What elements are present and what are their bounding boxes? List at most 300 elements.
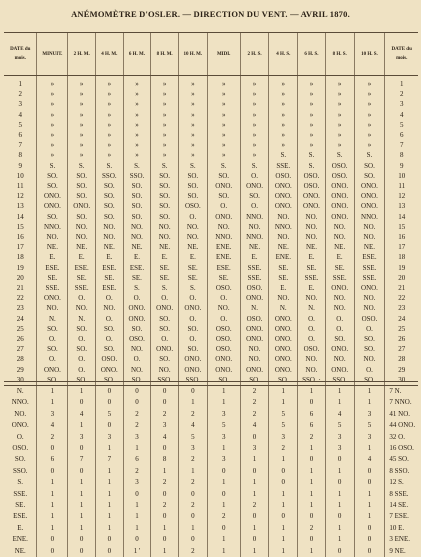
wind-direction-cell: S.: [151, 283, 179, 293]
wind-direction-cell: NO.: [240, 354, 269, 364]
day-label-right: 10: [385, 171, 418, 181]
count-cell: 0: [68, 443, 96, 454]
count-cell: 1: [269, 500, 298, 511]
wind-direction-cell: SSO.: [178, 375, 207, 386]
wind-direction-cell: ONO.: [354, 191, 385, 201]
wind-direction-cell: ONO.: [151, 303, 179, 313]
count-cell: 2: [240, 409, 269, 420]
wind-direction-cell: ONO.: [298, 201, 326, 211]
wind-direction-cell: »: [96, 140, 124, 150]
wind-direction-cell: NO.: [68, 222, 96, 232]
summary-row: [4, 511, 418, 522]
day-label-right: 6: [385, 130, 418, 140]
column-header: DATE du mois.: [385, 33, 418, 76]
wind-direction-cell: »: [123, 130, 151, 140]
day-label: 19: [16, 263, 24, 272]
count-cell: 4: [37, 420, 68, 431]
direction-total: 8 SSO.: [385, 466, 418, 477]
count-cell: 1: [68, 500, 96, 511]
count-cell: 0: [68, 466, 96, 477]
count-cell: 0: [240, 511, 269, 522]
count-cell: 2: [298, 432, 326, 443]
summary-row: [4, 443, 418, 454]
wind-direction-cell: NO.: [178, 232, 207, 242]
count-cell: 0: [123, 386, 151, 397]
count-cell: 1: [269, 386, 298, 397]
wind-direction-cell: SO.: [151, 354, 179, 364]
direction-total: 16 OSO.: [385, 443, 418, 454]
wind-direction-cell: S.: [298, 161, 326, 171]
direction-total: 3 ENE.: [385, 534, 418, 545]
count-cell: 0: [240, 534, 269, 545]
wind-direction-cell: »: [207, 99, 240, 109]
count-cell: 1: [68, 386, 96, 397]
wind-direction-cell: O.: [68, 293, 96, 303]
count-cell: 3: [123, 432, 151, 443]
wind-direction-cell: ONO.: [123, 303, 151, 313]
count-cell: 1: [298, 443, 326, 454]
count-cell: 7: [96, 454, 124, 465]
day-label-right: 26: [385, 334, 418, 344]
count-cell: 0: [298, 511, 326, 522]
wind-direction-cell: »: [354, 130, 385, 140]
count-cell: 1: [123, 443, 151, 454]
wind-direction-cell: SO.: [325, 334, 354, 344]
day-label-right: 13: [385, 201, 418, 211]
count-cell: 5: [178, 432, 207, 443]
wind-direction-cell: ONO.: [325, 344, 354, 354]
count-cell: 1: [96, 466, 124, 477]
day-label: 24: [16, 314, 24, 323]
count-cell: 1: [123, 500, 151, 511]
wind-direction-cell: NO.: [325, 303, 354, 313]
table-row: [4, 273, 418, 283]
wind-direction-cell: »: [151, 150, 179, 160]
wind-direction-cell: »: [68, 110, 96, 120]
wind-direction-cell: ONO.: [269, 365, 298, 375]
day-label-right: 19: [385, 263, 418, 273]
table-row: [4, 293, 418, 303]
day-label-right: 8: [385, 150, 418, 160]
count-cell: 1: [325, 397, 354, 408]
wind-direction-cell: »: [151, 89, 179, 99]
table-row: [4, 354, 418, 364]
wind-direction-cell: »: [151, 76, 179, 90]
wind-direction-cell: SO.: [151, 314, 179, 324]
day-label-right: 24: [385, 314, 418, 324]
wind-direction-cell: OSO.: [207, 334, 240, 344]
wind-direction-cell: NO.: [240, 344, 269, 354]
wind-direction-cell: O.: [298, 324, 326, 334]
wind-direction-cell: SO.: [207, 171, 240, 181]
day-label-right: 28: [385, 354, 418, 364]
count-cell: 0: [96, 534, 124, 545]
count-cell: 4: [151, 432, 179, 443]
count-cell: 1: [151, 546, 179, 557]
wind-direction-cell: O.: [354, 365, 385, 375]
count-cell: 1: [269, 523, 298, 534]
count-cell: 1: [178, 466, 207, 477]
wind-direction-cell: »: [178, 130, 207, 140]
wind-direction-cell: OSO.: [325, 161, 354, 171]
count-cell: 1: [96, 489, 124, 500]
count-cell: 1: [354, 511, 385, 522]
direction-total: 41 NO.: [385, 409, 418, 420]
wind-direction-cell: O.: [354, 324, 385, 334]
count-cell: 0: [354, 523, 385, 534]
table-row: [4, 222, 418, 232]
wind-direction-cell: S.: [269, 150, 298, 160]
wind-direction-cell: NNO.: [37, 222, 68, 232]
wind-direction-cell: NE.: [325, 242, 354, 252]
wind-direction-cell: SO.: [354, 161, 385, 171]
wind-direction-cell: »: [178, 76, 207, 90]
count-cell: 0: [151, 534, 179, 545]
wind-direction-cell: SO.: [178, 171, 207, 181]
count-cell: 2: [178, 500, 207, 511]
wind-direction-cell: »: [123, 76, 151, 90]
wind-direction-cell: OSO.: [298, 344, 326, 354]
wind-direction-cell: SE.: [298, 263, 326, 273]
wind-direction-cell: NO.: [151, 222, 179, 232]
wind-direction-cell: ONO.: [269, 201, 298, 211]
count-cell: 1: [325, 500, 354, 511]
count-cell: 1: [240, 523, 269, 534]
count-cell: 3: [325, 432, 354, 443]
wind-direction-cell: NO.: [269, 232, 298, 242]
count-cell: 1: [240, 546, 269, 557]
wind-direction-cell: »: [96, 150, 124, 160]
day-label-right: 17: [385, 242, 418, 252]
count-cell: 0: [354, 466, 385, 477]
day-label: 11: [16, 182, 24, 191]
wind-direction-cell: »: [37, 140, 68, 150]
count-cell: 0: [298, 534, 326, 545]
wind-direction-cell: NO.: [354, 303, 385, 313]
count-cell: 1: [178, 397, 207, 408]
count-cell: 1: [37, 477, 68, 488]
wind-direction-cell: O.: [96, 293, 124, 303]
wind-direction-cell: »: [325, 120, 354, 130]
count-cell: 3: [37, 409, 68, 420]
wind-direction-cell: SO.: [178, 191, 207, 201]
wind-direction-cell: »: [354, 99, 385, 109]
wind-direction-cell: NO.: [96, 222, 124, 232]
count-cell: 4: [354, 454, 385, 465]
wind-direction-cell: NNO.: [207, 232, 240, 242]
wind-direction-cell: »: [269, 120, 298, 130]
wind-direction-cell: NO.: [354, 293, 385, 303]
wind-direction-cell: NE.: [151, 242, 179, 252]
count-cell: 0: [37, 534, 68, 545]
count-cell: 6: [37, 454, 68, 465]
wind-direction-cell: NO.: [325, 232, 354, 242]
direction-total: 44 ONO.: [385, 420, 418, 431]
wind-direction-cell: »: [325, 99, 354, 109]
wind-direction-cell: »: [207, 130, 240, 140]
wind-direction-cell: »: [207, 140, 240, 150]
count-cell: 2: [298, 523, 326, 534]
count-cell: 3: [354, 432, 385, 443]
direction-label: ONO.: [11, 421, 29, 430]
wind-direction-cell: ESE.: [123, 263, 151, 273]
wind-direction-cell: »: [240, 76, 269, 90]
wind-direction-cell: SSE.: [240, 273, 269, 283]
wind-direction-cell: ONO.: [269, 181, 298, 191]
count-cell: 5: [269, 409, 298, 420]
wind-direction-cell: »: [354, 76, 385, 90]
table-row: [4, 283, 418, 293]
wind-direction-cell: SE.: [178, 273, 207, 283]
count-cell: 0: [151, 397, 179, 408]
wind-direction-cell: ONO.: [354, 181, 385, 191]
column-header: 2 H. M.: [68, 33, 96, 76]
wind-direction-cell: »: [151, 99, 179, 109]
day-label-right: 25: [385, 324, 418, 334]
wind-direction-cell: SSO.: [96, 171, 124, 181]
count-cell: 1: [68, 511, 96, 522]
wind-direction-cell: NO.: [96, 303, 124, 313]
wind-direction-cell: O.: [298, 334, 326, 344]
table-row: [4, 120, 418, 130]
direction-total: 14 SE.: [385, 500, 418, 511]
count-cell: 0: [240, 432, 269, 443]
count-cell: 1: [298, 489, 326, 500]
wind-direction-cell: ONO.: [325, 365, 354, 375]
wind-direction-cell: »: [151, 110, 179, 120]
wind-direction-cell: SSE.: [37, 283, 68, 293]
table-title: ANÉMOMÈTRE D'OSLER. — DIRECTION DU VENT. — AVRIL 1870.: [71, 9, 350, 19]
count-cell: 6: [298, 420, 326, 431]
count-cell: 1: [325, 489, 354, 500]
wind-direction-cell: O.: [68, 354, 96, 364]
wind-direction-cell: »: [68, 76, 96, 90]
count-cell: 1: [37, 511, 68, 522]
wind-direction-cell: SO.: [207, 375, 240, 386]
direction-label: ESE.: [13, 512, 28, 521]
count-cell: 0: [178, 511, 207, 522]
day-label: 18: [16, 253, 24, 262]
day-label-right: 21: [385, 283, 418, 293]
wind-direction-cell: S.: [298, 150, 326, 160]
wind-direction-cell: »: [207, 89, 240, 99]
count-cell: 1: [96, 443, 124, 454]
wind-direction-cell: NNO.: [240, 232, 269, 242]
column-header: 2 H. S.: [240, 33, 269, 76]
wind-direction-cell: »: [68, 150, 96, 160]
wind-direction-cell: »: [240, 110, 269, 120]
wind-direction-cell: SO.: [37, 171, 68, 181]
wind-direction-cell: NE.: [269, 242, 298, 252]
count-cell: 0: [96, 397, 124, 408]
count-cell: 0: [37, 546, 68, 557]
count-cell: 1: [96, 500, 124, 511]
count-cell: 0: [96, 420, 124, 431]
wind-direction-cell: »: [37, 130, 68, 140]
count-cell: 1: [207, 500, 240, 511]
wind-direction-cell: NO.: [207, 222, 240, 232]
wind-direction-cell: »: [96, 130, 124, 140]
count-cell: 6: [123, 454, 151, 465]
wind-direction-cell: SE.: [269, 273, 298, 283]
count-cell: 0: [240, 466, 269, 477]
wind-direction-cell: ONO.: [269, 344, 298, 354]
wind-direction-cell: »: [151, 140, 179, 150]
day-label: 12: [16, 192, 24, 201]
count-cell: 0: [123, 489, 151, 500]
count-cell: 1 ': [123, 546, 151, 557]
wind-direction-cell: NO.: [151, 232, 179, 242]
wind-direction-cell: S.: [123, 283, 151, 293]
wind-direction-cell: »: [96, 89, 124, 99]
wind-direction-cell: O.: [325, 324, 354, 334]
wind-direction-cell: NO.: [298, 222, 326, 232]
direction-label: N.: [16, 387, 24, 395]
table-row: [4, 252, 418, 262]
wind-direction-cell: »: [178, 120, 207, 130]
table-row: [4, 99, 418, 109]
count-cell: 0: [68, 546, 96, 557]
direction-total: 10 E.: [385, 523, 418, 534]
day-label: 16: [16, 233, 24, 242]
count-cell: 1: [298, 386, 326, 397]
count-cell: 1: [68, 489, 96, 500]
wind-direction-cell: »: [123, 89, 151, 99]
day-label: 22: [16, 294, 24, 303]
count-cell: 0: [298, 454, 326, 465]
wind-direction-cell: SSE.: [298, 273, 326, 283]
wind-direction-cell: SSO. ·: [298, 375, 326, 386]
count-cell: 1: [207, 546, 240, 557]
wind-direction-cell: ONO.: [207, 181, 240, 191]
wind-direction-cell: O.: [68, 334, 96, 344]
wind-direction-cell: ONO.: [37, 201, 68, 211]
wind-direction-cell: ONO.: [240, 293, 269, 303]
wind-direction-cell: O.: [178, 212, 207, 222]
count-cell: 2: [123, 466, 151, 477]
wind-direction-cell: »: [123, 110, 151, 120]
wind-direction-cell: »: [178, 89, 207, 99]
wind-direction-cell: ONO.: [354, 283, 385, 293]
wind-direction-cell: ESE.: [207, 263, 240, 273]
wind-direction-cell: OSO.: [298, 181, 326, 191]
table-row: [4, 324, 418, 334]
day-label-right: 22: [385, 293, 418, 303]
count-cell: 0: [178, 534, 207, 545]
count-cell: 0: [151, 386, 179, 397]
wind-direction-cell: O.: [207, 201, 240, 211]
wind-direction-cell: SO.: [178, 344, 207, 354]
wind-direction-cell: NO.: [68, 303, 96, 313]
direction-label: NO.: [14, 409, 27, 418]
direction-label: SSO.: [12, 466, 28, 475]
wind-direction-cell: »: [178, 150, 207, 160]
wind-direction-cell: S.: [178, 161, 207, 171]
day-label-right: 29: [385, 365, 418, 375]
wind-direction-cell: »: [207, 110, 240, 120]
count-cell: 5: [269, 420, 298, 431]
wind-direction-cell: N.: [240, 303, 269, 313]
column-header: 4 H. S.: [269, 33, 298, 76]
wind-direction-cell: »: [207, 150, 240, 160]
wind-direction-cell: »: [325, 110, 354, 120]
count-cell: 2: [240, 386, 269, 397]
wind-direction-cell: OSO.: [240, 283, 269, 293]
wind-direction-cell: SSE.: [68, 283, 96, 293]
wind-direction-cell: NO.: [96, 232, 124, 242]
wind-direction-cell: SO.: [151, 201, 179, 211]
direction-frequency-table: [4, 386, 418, 557]
wind-direction-cell: OSO.: [96, 354, 124, 364]
count-cell: 0: [354, 477, 385, 488]
wind-direction-cell: SO.: [151, 212, 179, 222]
wind-direction-cell: »: [123, 140, 151, 150]
wind-direction-cell: SO.: [240, 191, 269, 201]
count-cell: 1: [68, 477, 96, 488]
wind-direction-cell: NO.: [298, 212, 326, 222]
wind-direction-cell: ONO.: [123, 314, 151, 324]
wind-direction-cell: »: [37, 110, 68, 120]
count-cell: 0: [151, 489, 179, 500]
wind-direction-cell: »: [37, 150, 68, 160]
direction-total: 45 SO.: [385, 454, 418, 465]
wind-direction-cell: OSO.: [123, 334, 151, 344]
day-label-right: 14: [385, 212, 418, 222]
wind-direction-cell: NO.: [354, 222, 385, 232]
wind-direction-cell: SO.: [354, 334, 385, 344]
table-row: [4, 191, 418, 201]
wind-direction-cell: NO.: [123, 222, 151, 232]
wind-direction-cell: E.: [325, 252, 354, 262]
day-label-right: 12: [385, 191, 418, 201]
wind-direction-cell: NE.: [123, 242, 151, 252]
wind-direction-cell: SE.: [37, 273, 68, 283]
wind-direction-cell: »: [207, 120, 240, 130]
wind-direction-cell: SSE.: [269, 161, 298, 171]
wind-direction-cell: O.: [68, 365, 96, 375]
day-label: 15: [16, 222, 24, 231]
count-cell: 3: [151, 420, 179, 431]
direction-total: 7 ESE.: [385, 511, 418, 522]
wind-direction-cell: E.: [37, 252, 68, 262]
count-cell: 1: [37, 397, 68, 408]
wind-direction-cell: OSO.: [298, 171, 326, 181]
wind-direction-cell: »: [37, 76, 68, 90]
wind-direction-cell: ONO.: [240, 324, 269, 334]
day-label-right: 4: [385, 110, 418, 120]
wind-direction-cell: SO.: [68, 181, 96, 191]
wind-direction-cell: ONO.: [269, 314, 298, 324]
wind-direction-cell: SO.: [96, 212, 124, 222]
count-cell: 2: [178, 546, 207, 557]
count-cell: 2: [123, 409, 151, 420]
summary-row: [4, 546, 418, 557]
wind-direction-cell: »: [269, 76, 298, 90]
wind-direction-cell: »: [298, 110, 326, 120]
direction-label: NNO.: [11, 398, 29, 407]
day-label-right: 3: [385, 99, 418, 109]
day-label: 8: [18, 151, 22, 160]
day-label: 29: [16, 365, 24, 374]
direction-total: 7 NNO.: [385, 397, 418, 408]
table-row: [4, 263, 418, 273]
wind-direction-cell: NO.: [123, 344, 151, 354]
wind-direction-cell: SE.: [207, 273, 240, 283]
summary-row: [4, 432, 418, 443]
wind-direction-cell: »: [269, 130, 298, 140]
count-cell: 1: [354, 397, 385, 408]
count-cell: 0: [207, 489, 240, 500]
